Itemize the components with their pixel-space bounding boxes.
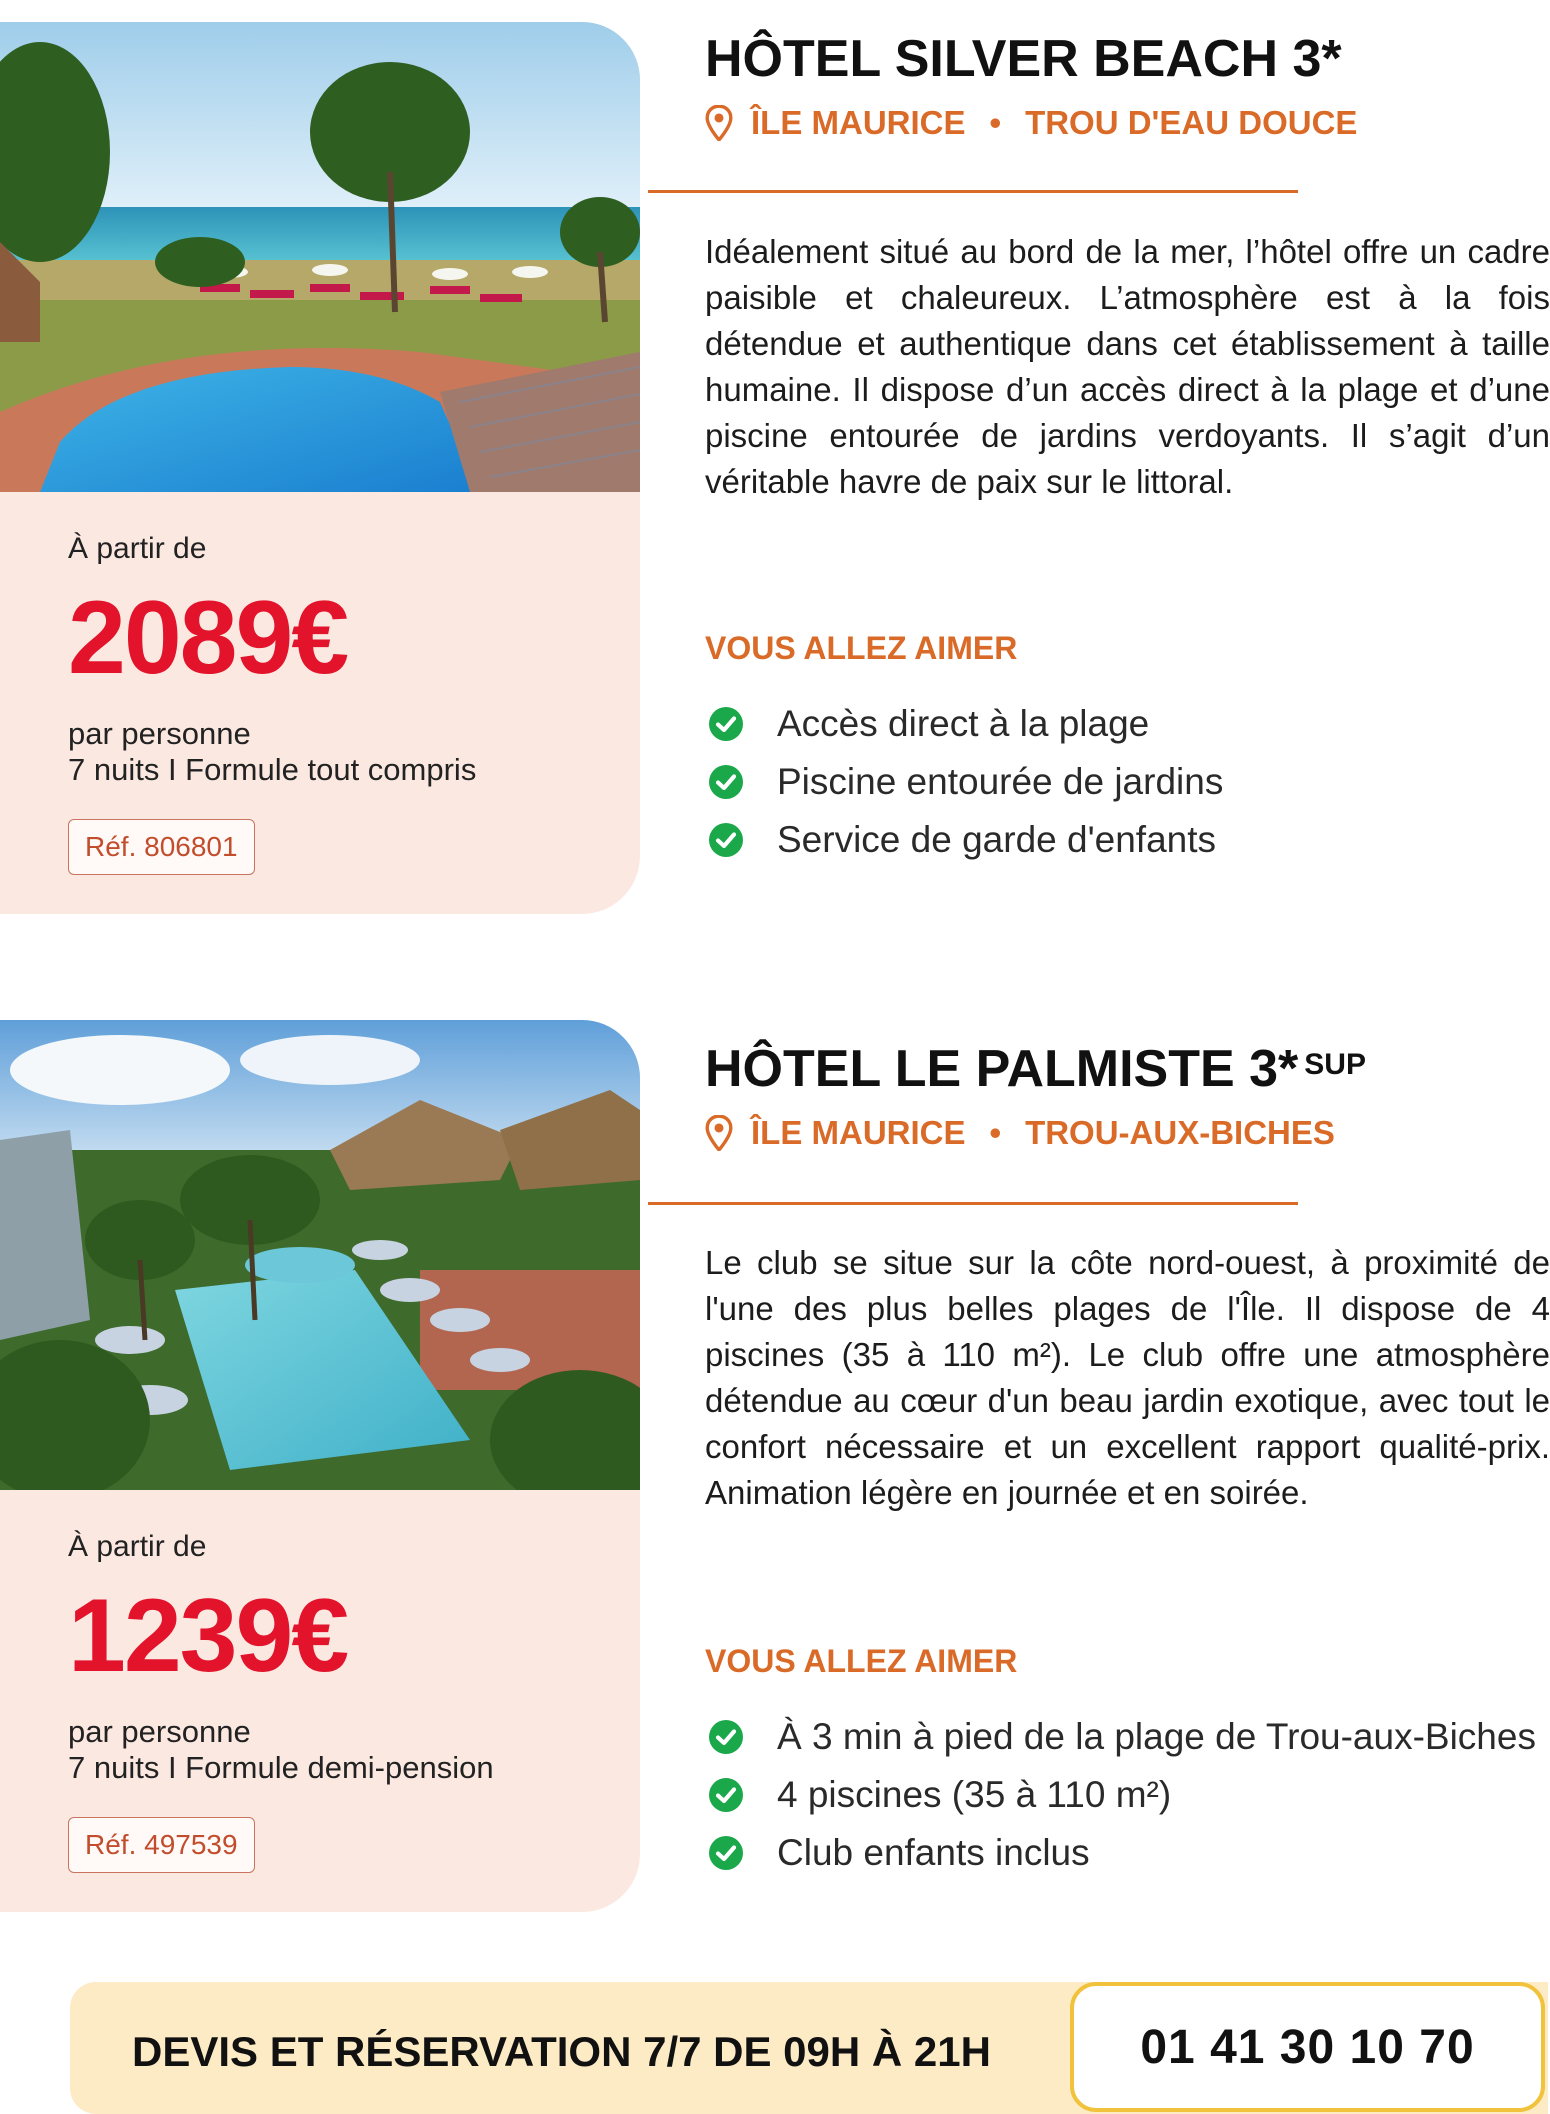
formula-label: 7 nuits I Formule demi-pension (68, 1749, 494, 1785)
feature-label: Accès direct à la plage (777, 703, 1150, 744)
price-conditions (68, 1714, 628, 1785)
from-label: À partir de (68, 532, 207, 565)
feature-item (708, 753, 1223, 811)
check-circle-icon (708, 1777, 744, 1813)
hotel-header-le-palmiste (705, 1040, 1550, 1152)
hotel-photo-silver-beach (0, 22, 640, 492)
hotel-description: Le club se situe sur la côte nord-ouest, à proximité de l'une des plus belles plages de l'Île. Il dispose de 4 piscines (35 à 110 m²). Le club offre une atmosphère détendue au cœur d'un beau jardin exotique, avec tout le confort nécessaire et un excellent rapport qualité-prix. Animation légère en journée et en soirée. (705, 1244, 1550, 1511)
per-person-label: par personne (68, 1714, 251, 1749)
phone-number-box[interactable] (1070, 1982, 1545, 2112)
feature-label: Service de garde d'enfants (777, 819, 1217, 860)
booking-hours-text: DEVIS ET RÉSERVATION 7/7 DE 09H À 21H (132, 2028, 991, 2075)
hotel-card-silver-beach (0, 22, 640, 914)
price-block (68, 532, 628, 875)
hotel-name: HÔTEL SILVER BEACH 3* (705, 30, 1342, 88)
feature-label: Piscine entourée de jardins (777, 761, 1224, 802)
feature-item (708, 1824, 1536, 1882)
location-town: TROU D'EAU DOUCE (1025, 103, 1358, 141)
price-block (68, 1530, 628, 1873)
phone-number[interactable]: 01 41 30 10 70 (1140, 2020, 1475, 2074)
feature-item (708, 811, 1223, 869)
feature-list (708, 695, 1223, 869)
feature-item (708, 695, 1223, 753)
hotel-title (705, 30, 1550, 90)
location-island: ÎLE MAURICE (751, 1113, 966, 1151)
location-separator: • (989, 1113, 1002, 1151)
hotel-photo-le-palmiste (0, 1020, 640, 1490)
per-person-label: par personne (68, 716, 251, 751)
reference-badge: Réf. 497539 (68, 1817, 255, 1873)
location-separator: • (989, 103, 1002, 141)
hotel-name: HÔTEL LE PALMISTE 3* (705, 1040, 1299, 1098)
hotel-location (705, 1114, 1550, 1152)
feature-list (708, 1708, 1536, 1882)
feature-label: Club enfants inclus (777, 1832, 1090, 1873)
check-circle-icon (708, 706, 744, 742)
price: 1239€ (68, 1578, 348, 1694)
location-town: TROU-AUX-BICHES (1025, 1113, 1335, 1151)
you-will-love-heading: VOUS ALLEZ AIMER (705, 630, 1018, 666)
hotel-header-silver-beach (705, 30, 1550, 142)
hotel-location (705, 104, 1550, 142)
from-label: À partir de (68, 1530, 207, 1563)
check-circle-icon (708, 1835, 744, 1871)
section-divider (648, 1202, 1298, 1205)
check-circle-icon (708, 822, 744, 858)
location-pin-icon (705, 1115, 733, 1151)
feature-label: 4 piscines (35 à 110 m²) (777, 1774, 1172, 1815)
section-divider (648, 190, 1298, 193)
you-will-love-heading: VOUS ALLEZ AIMER (705, 1643, 1018, 1679)
feature-item (708, 1766, 1536, 1824)
check-circle-icon (708, 1719, 744, 1755)
feature-item (708, 1708, 1536, 1766)
reference-badge: Réf. 806801 (68, 819, 255, 875)
hotel-description: Idéalement situé au bord de la mer, l’hôtel offre un cadre paisible et chaleureux. L’atmosphère est à la fois détendue et authentique dans cet établissement à taille humaine. Il dispose d’un accès direct à la plage et d’une piscine entourée de jardins verdoyants. Il s’agit d’un véritable havre de paix sur le littoral. (705, 233, 1550, 500)
feature-label: À 3 min à pied de la plage de Trou-aux-Biches (777, 1716, 1536, 1757)
price: 2089€ (68, 580, 348, 696)
location-island: ÎLE MAURICE (751, 103, 966, 141)
hotel-card-le-palmiste (0, 1020, 640, 1912)
price-conditions (68, 716, 628, 787)
location-pin-icon (705, 105, 733, 141)
formula-label: 7 nuits I Formule tout compris (68, 751, 477, 787)
hotel-title (705, 1040, 1550, 1100)
check-circle-icon (708, 764, 744, 800)
hotel-category-sup: SUP (1304, 1048, 1366, 1081)
